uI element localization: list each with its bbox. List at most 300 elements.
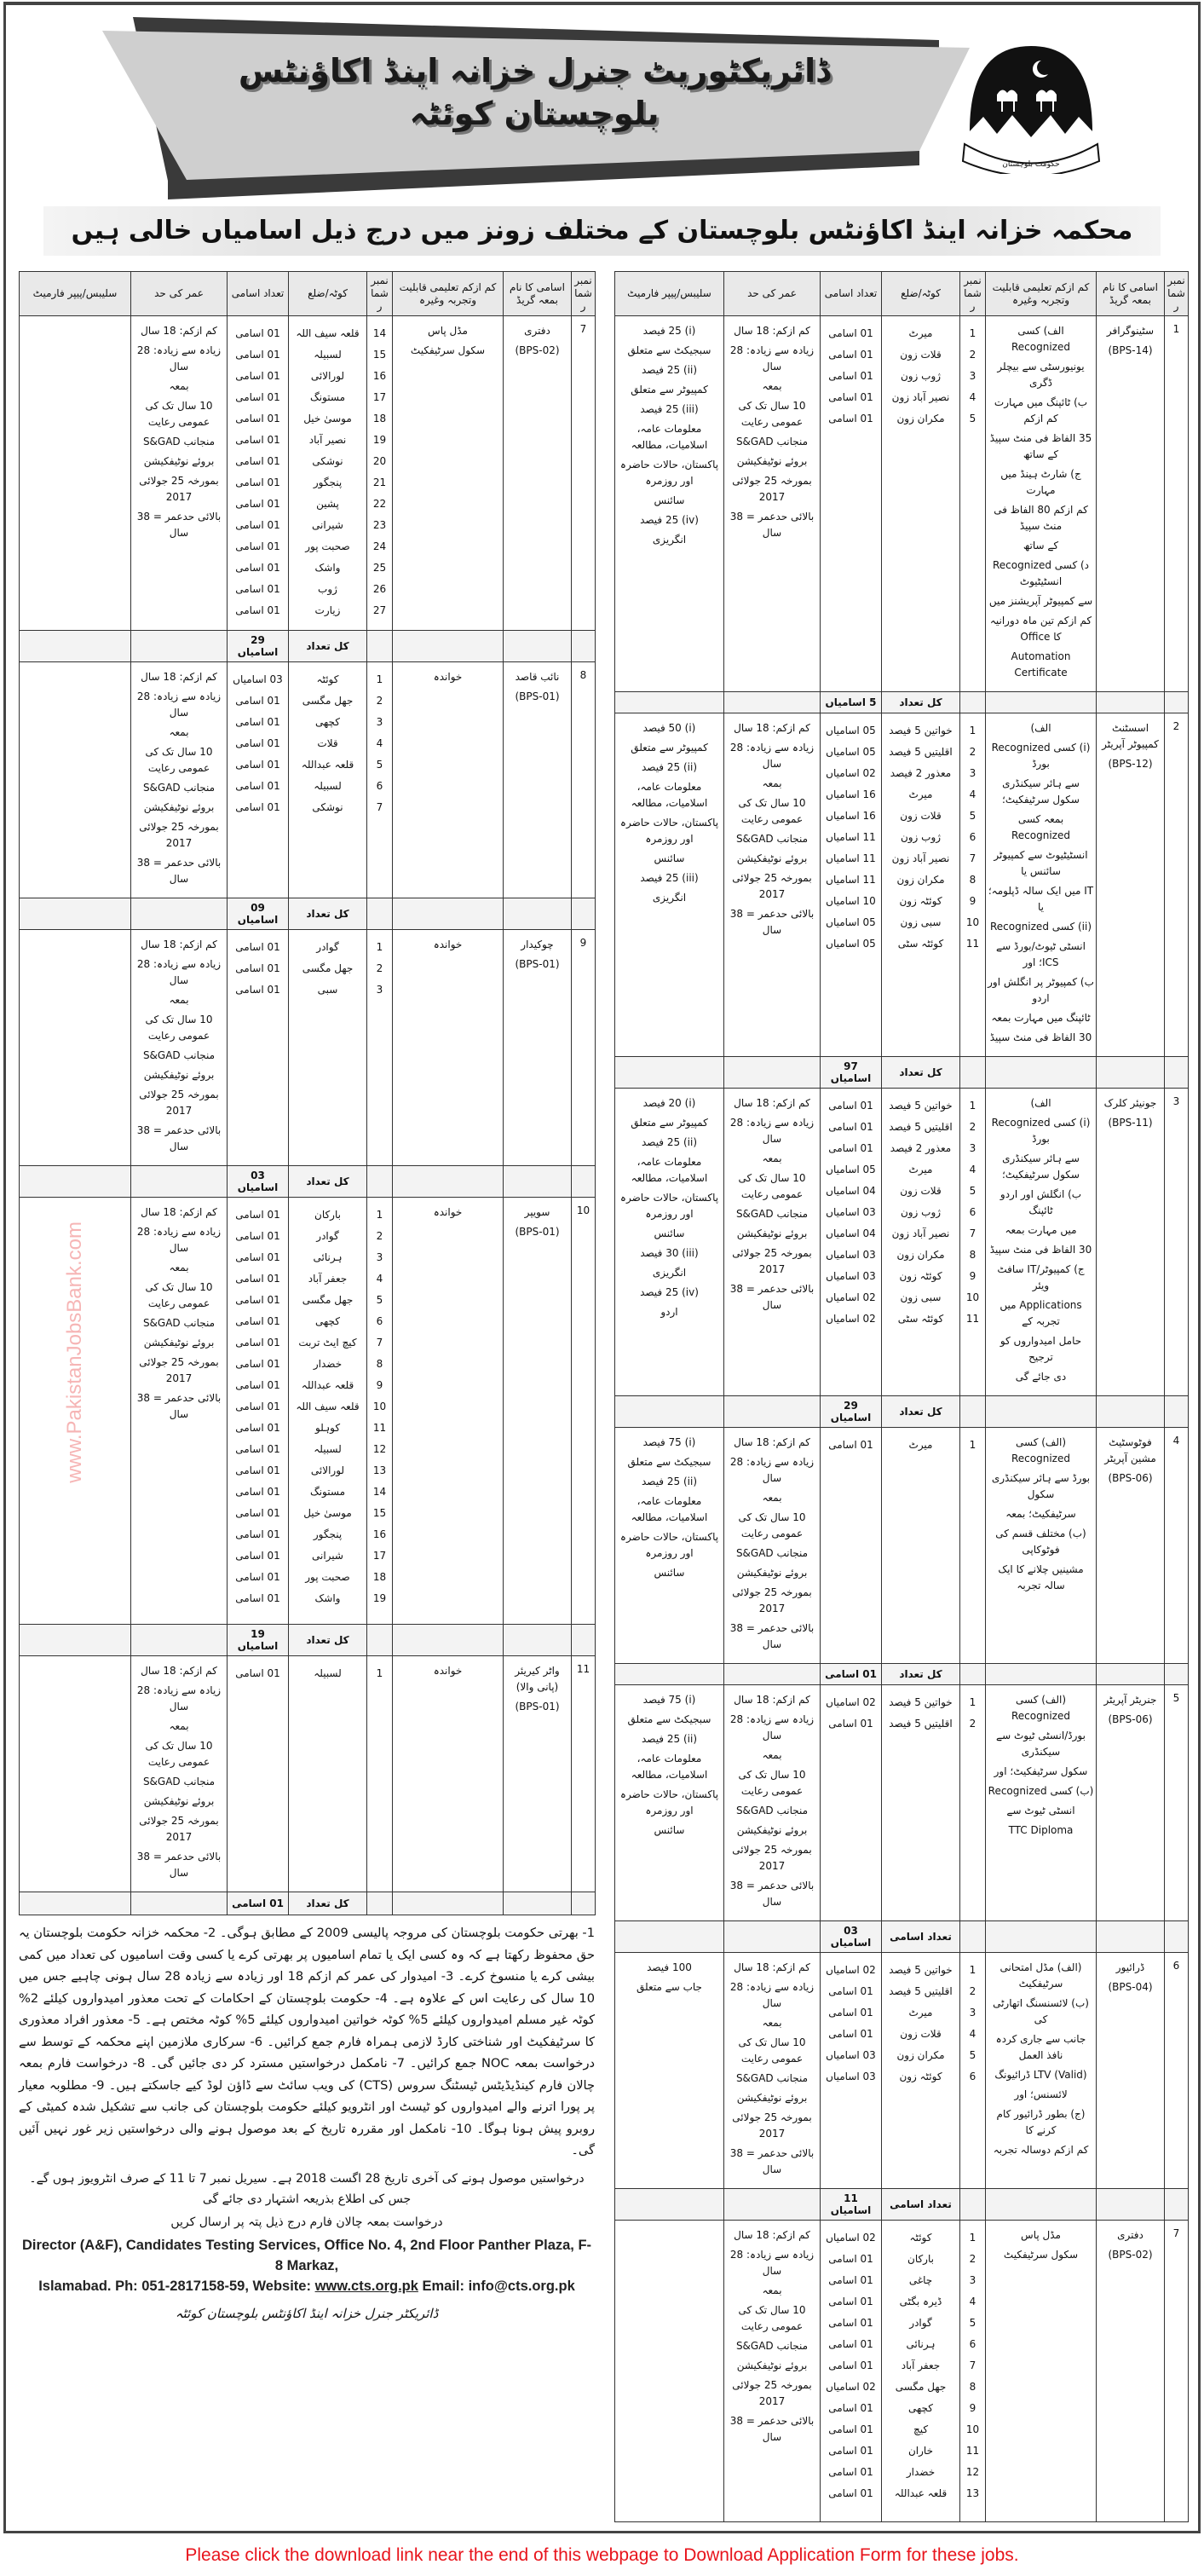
post-count: 01 اسامی (235, 1528, 280, 1540)
zone-name: پشین (316, 498, 339, 510)
zone-cell (289, 316, 367, 631)
total-row (20, 1166, 596, 1198)
age-limit-cell (724, 2221, 821, 2522)
total-label: کل تعداد (882, 1396, 960, 1428)
syllabus-line: کمپیوٹر سے متعلق (631, 1117, 708, 1129)
post-count: 01 اسامی (828, 2296, 873, 2307)
age-limit-line: منجانب S&GAD (735, 2340, 809, 2352)
zone-number: 7 (969, 2359, 976, 2371)
zone-number: 1 (969, 2232, 976, 2244)
age-limit-line: کم ازکم: 18 سال (734, 722, 810, 734)
zone-number: 7 (969, 1227, 976, 1239)
post-count: 01 اسامی (828, 2423, 873, 2435)
syllabus-cell (615, 1089, 724, 1396)
post-count: 01 اسامی (828, 2338, 873, 2350)
qualification-line: IT میں ایک سالہ ڈپلومہ؛ یا (988, 885, 1094, 913)
syllabus-line: کمپیوٹر سے متعلق (631, 742, 708, 754)
post-name: سویپر (524, 1206, 550, 1218)
zone-number: 1 (969, 1696, 976, 1708)
zone-name: سبی زون (900, 916, 942, 928)
post-count: 02 اسامیاں (826, 1696, 876, 1708)
empty-cell (615, 692, 724, 713)
qualification-line: (ii) کسی Recognized (989, 921, 1092, 933)
zone-number: 8 (969, 874, 976, 886)
post-grade: (BPS-01) (515, 1701, 560, 1713)
syllabus-line: (iii) 25 فیصد (640, 403, 699, 415)
age-limit-line: بالائی حدعمر = 38 سال (136, 1124, 222, 1152)
post-count: 01 اسامی (235, 1571, 280, 1583)
age-limit-line: بمورخہ 25 جولائی 2017 (139, 1089, 219, 1117)
post-grade: (BPS-02) (1108, 2249, 1153, 2261)
syllabus-line: سائنس (654, 494, 685, 506)
syllabus-cell (20, 930, 131, 1166)
zone-number: 5 (969, 413, 976, 425)
age-limit-line: بروئے نوٹیفکیشن (736, 1567, 808, 1579)
empty-cell (504, 898, 572, 930)
age-limit-cell (131, 1656, 228, 1892)
zone-name: مستونگ (309, 1486, 346, 1498)
post-count: 01 اسامی (235, 801, 280, 813)
zone-number-cell (960, 2221, 986, 2522)
age-limit-line: بروئے نوٹیفکیشن (736, 2092, 808, 2104)
zone-number: 19 (372, 434, 387, 446)
empty-cell (986, 1921, 1097, 1953)
zone-name: کوئٹہ زون (899, 895, 942, 907)
age-limit-line: بمعہ (762, 1492, 782, 1504)
post-count: 11 اسامیاں (826, 874, 876, 886)
column-header: تعداد اسامی (228, 272, 289, 316)
zone-cell (882, 713, 960, 1057)
zone-number: 8 (969, 1249, 976, 1261)
post-row (20, 1198, 596, 1625)
zone-cell (289, 662, 367, 898)
zone-name: کوئٹہ سٹی (897, 938, 944, 950)
zone-name: زیارت (314, 604, 341, 616)
age-limit-line: منجانب S&GAD (735, 1805, 809, 1816)
zone-name: پنجگور (313, 1528, 343, 1540)
post-count: 01 اسامی (235, 1251, 280, 1263)
post-count: 01 اسامی (828, 2402, 873, 2414)
syllabus-line: 100 فیصد (647, 1961, 692, 1973)
empty-cell (960, 692, 986, 713)
zone-number: 4 (969, 2296, 976, 2307)
zone-number: 4 (376, 737, 383, 749)
column-header: عمر کی حد (131, 272, 228, 316)
zone-number: 17 (372, 391, 387, 403)
empty-cell (367, 1625, 393, 1656)
post-count: 05 اسامیاں (826, 746, 876, 758)
age-limit-line: کم ازکم: 18 سال (734, 1097, 810, 1109)
column-header: تعداد اسامی (821, 272, 882, 316)
serial-number: 7 (1165, 2221, 1189, 2522)
post-name-cell (1097, 1089, 1165, 1396)
zone-number: 7 (376, 1337, 383, 1349)
serial-number: 6 (1165, 1953, 1189, 2189)
post-count: 01 اسامی (235, 941, 280, 953)
post-count: 05 اسامیاں (826, 916, 876, 928)
zone-number: 5 (969, 2049, 976, 2061)
age-limit-line: بمعہ (169, 380, 189, 392)
age-limit-line: بالائی حدعمر = 38 سال (136, 1392, 222, 1420)
zone-number: 15 (372, 349, 387, 361)
post-grade: (BPS-01) (515, 690, 560, 702)
age-limit-line: 10 سال تک کی عمومی رعایت (738, 400, 806, 428)
syllabus-line: (ii) 25 فیصد (641, 761, 698, 773)
age-limit-line: بروئے نوٹیفکیشن (143, 1337, 215, 1349)
syllabus-line: (ii) 25 فیصد (641, 1136, 698, 1148)
syllabus-line: سائنس (654, 852, 685, 864)
post-count: 01 اسامی (828, 2487, 873, 2499)
qualification-cell (986, 316, 1097, 692)
post-count: 01 اسامی (235, 1507, 280, 1519)
post-name: دفتری (524, 325, 550, 337)
zone-number: 4 (969, 2028, 976, 2040)
zone-name: کوئٹہ (909, 2232, 932, 2244)
post-count: 02 اسامیاں (826, 1313, 876, 1325)
qualification-cell (393, 1656, 504, 1892)
age-limit-line: کم ازکم: 18 سال (734, 2229, 810, 2241)
qualification-line: ب) انگلش اور اردو ٹائپنگ (999, 1188, 1082, 1216)
zone-name: میرٹ (908, 2007, 933, 2019)
post-row (615, 1089, 1189, 1396)
column-header: سلیبس/پیپر فارمیٹ (20, 272, 131, 316)
empty-cell (504, 631, 572, 662)
column-header: کم ازکم تعلیمی قابلیت وتجربہ وغیرہ (393, 272, 504, 316)
age-limit-line: منجانب S&GAD (735, 2072, 809, 2084)
page-title: ڈائریکٹوریٹ جنرل خزانہ اینڈ اکاؤنٹس بلوچستان کوئٹہ (238, 52, 831, 132)
age-limit-line: کم ازکم: 18 سال (141, 939, 217, 950)
zone-number: 3 (969, 2007, 976, 2019)
empty-cell (960, 1921, 986, 1953)
qualification-cell (986, 1953, 1097, 2189)
post-grade: (BPS-12) (1108, 758, 1153, 770)
post-row (615, 713, 1189, 1057)
zone-cell (882, 1953, 960, 2189)
zone-number: 1 (376, 673, 383, 685)
zone-name: کوئٹہ زون (899, 1270, 942, 1282)
zone-number: 5 (969, 1185, 976, 1197)
total-row (615, 1664, 1189, 1685)
syllabus-line: انگریزی (652, 892, 687, 904)
age-limit-cell (131, 1198, 228, 1625)
total-count: 01 اسامی (821, 1664, 882, 1685)
post-count: 01 اسامی (235, 962, 280, 974)
zone-name: مکران زون (896, 1249, 945, 1261)
age-limit-line: کم ازکم: 18 سال (141, 325, 217, 337)
qualification-line: د) کسی Recognized انسٹیٹیوٹ (992, 559, 1090, 587)
post-name: اسسٹنٹ کمپیوٹر آپریٹر (1102, 722, 1159, 750)
zone-number: 21 (372, 477, 387, 488)
zone-number: 3 (376, 1251, 383, 1263)
post-count: 01 اسامی (235, 984, 280, 996)
age-limit-line: زیادہ سے زیادہ: 28 سال (136, 1684, 222, 1713)
age-limit-line: بمعہ (762, 380, 782, 392)
post-name-cell (504, 1198, 572, 1625)
zone-name: کچھی (315, 1315, 340, 1327)
empty-cell (615, 2189, 724, 2221)
zone-name: نصیر آباد زون (891, 1227, 950, 1239)
zone-number: 2 (376, 695, 383, 707)
age-limit-line: کم ازکم: 18 سال (734, 1961, 810, 1973)
zone-number: 26 (372, 583, 387, 595)
qualification-line: میں مہارت بمعہ (1005, 1224, 1077, 1236)
syllabus-line: (i) 75 فیصد (642, 1694, 696, 1706)
total-label: کل تعداد (289, 1166, 367, 1198)
post-grade: (BPS-04) (1108, 1981, 1153, 1993)
post-count: 01 اسامی (235, 1422, 280, 1434)
age-limit-line: زیادہ سے زیادہ: 28 سال (729, 2249, 815, 2277)
qualification-line: سرٹیفکیٹ؛ بمعہ (1005, 1508, 1076, 1520)
zone-number: 11 (965, 1313, 980, 1325)
syllabus-line: (iii) 25 فیصد (640, 872, 699, 884)
column-header: کم ازکم تعلیمی قابلیت وتجربہ وغیرہ (986, 272, 1097, 316)
post-count: 01 اسامی (235, 562, 280, 574)
empty-cell (572, 631, 596, 662)
vacancy-table-right (614, 271, 1189, 2522)
post-count: 01 اسامی (235, 1550, 280, 1562)
zone-number: 5 (376, 1294, 383, 1306)
column-header: نمبرشمار (367, 272, 393, 316)
empty-cell (393, 631, 504, 662)
zone-number: 1 (969, 1100, 976, 1112)
empty-cell (1165, 1921, 1189, 1953)
deadline-text: درخواستیں موصول ہونے کی آخری تاریخ 28 اگست 2018 ہے۔ سیریل نمبر 7 تا 11 کے صرف انٹرویوز ہوں گے۔ جس کی اطلاع بذریعہ اشتہار دی جائے گی (29, 2171, 585, 2206)
age-limit-line: زیادہ سے زیادہ: 28 سال (729, 1713, 815, 1741)
post-row (615, 2221, 1189, 2522)
qualification-cell (986, 2221, 1097, 2522)
post-count: 03 اسامیاں (826, 2049, 876, 2061)
post-count: 01 اسامی (235, 1294, 280, 1306)
zone-number: 10 (965, 2423, 980, 2435)
balochistan-government-logo (953, 42, 1110, 174)
age-limit-line: زیادہ سے زیادہ: 28 سال (136, 1226, 222, 1254)
age-limit-line: 10 سال تک کی عمومی رعایت (738, 1511, 806, 1539)
age-limit-line: زیادہ سے زیادہ: 28 سال (729, 1981, 815, 2009)
zone-name: سبی زون (900, 1291, 942, 1303)
zone-number: 5 (376, 759, 383, 771)
total-row (615, 692, 1189, 713)
post-count: 01 اسامی (828, 370, 873, 382)
zone-number: 12 (372, 1443, 387, 1455)
zone-name: خضدار (313, 1358, 343, 1370)
issuer-signature: ڈائریکٹر جنرل خزانہ اینڈ اکاؤنٹس بلوچستان کوئٹہ (175, 2305, 439, 2321)
zone-name: اقلیتیں 5 فیصد (889, 1121, 953, 1133)
qualification-line: انسٹیٹیوٹ سے کمپیوٹر سائنس یا (994, 849, 1088, 877)
post-count: 16 اسامیاں (826, 788, 876, 800)
zone-name: میرٹ (908, 1164, 933, 1175)
total-count: 01 اسامی (228, 1892, 289, 1915)
age-limit-line: 10 سال تک کی عمومی رعایت (145, 1740, 213, 1768)
post-name: جنریٹر آپریٹر (1103, 1694, 1157, 1706)
zone-name: اقلیتیں 5 فیصد (889, 1985, 953, 1997)
empty-cell (20, 1892, 131, 1915)
empty-cell (724, 692, 821, 713)
age-limit-line: بالائی حدعمر = 38 سال (729, 908, 815, 936)
post-count: 01 اسامی (828, 1100, 873, 1112)
post-count: 01 اسامی (828, 1121, 873, 1133)
total-count: 29 اسامیاں (228, 631, 289, 662)
zone-name: نصیر آباد (308, 434, 347, 446)
zone-name: خاران (907, 2445, 933, 2457)
zone-number: 3 (969, 370, 976, 382)
table-header-row (615, 272, 1189, 316)
qualification-line: 35 الفاظ فی منٹ سپیڈ کے ساتھ (989, 432, 1092, 460)
post-count: 11 اسامیاں (826, 831, 876, 843)
empty-cell (131, 631, 228, 662)
post-count: 01 اسامی (828, 2028, 873, 2040)
empty-cell (504, 1625, 572, 1656)
syllabus-cell (615, 1428, 724, 1664)
zone-number: 4 (969, 391, 976, 403)
empty-cell (960, 1396, 986, 1428)
age-limit-line: منجانب S&GAD (735, 436, 809, 448)
zone-number: 2 (376, 1230, 383, 1242)
total-count: 03 اسامیاں (228, 1166, 289, 1198)
zone-name: نصیر آباد زون (891, 852, 950, 864)
zone-number: 1 (969, 725, 976, 736)
zone-name: خواتین 5 فیصد (889, 1100, 953, 1112)
age-limit-line: بمعہ (762, 2017, 782, 2029)
zone-name: قلات زون (900, 1185, 942, 1197)
post-name: جونیئر کلرک (1103, 1097, 1157, 1109)
empty-cell (367, 1892, 393, 1915)
age-limit-cell (724, 1428, 821, 1664)
qualification-line: خواندہ (433, 939, 463, 950)
qualification-line: خواندہ (433, 1206, 463, 1218)
zone-number: 10 (965, 916, 980, 928)
syllabus-cell (615, 713, 724, 1057)
post-count: 01 اسامی (235, 1315, 280, 1327)
post-name: چوکیدار (521, 939, 554, 950)
age-limit-line: 10 سال تک کی عمومی رعایت (738, 2036, 806, 2065)
zone-name: جھل مگسی (302, 1294, 354, 1306)
post-count-cell (228, 662, 289, 898)
total-label: کل تعداد (289, 898, 367, 930)
empty-cell (20, 631, 131, 662)
zone-number: 2 (969, 1718, 976, 1730)
zone-name: مکران زون (896, 874, 945, 886)
right-column (614, 271, 1188, 2522)
empty-cell (960, 1664, 986, 1685)
zone-number-cell (960, 713, 986, 1057)
empty-cell (393, 1166, 504, 1198)
column-header: عمر کی حد (724, 272, 821, 316)
zone-name: لسبیلہ (314, 349, 342, 361)
zone-number: 19 (372, 1592, 387, 1604)
zone-number: 6 (969, 831, 976, 843)
zone-number: 12 (965, 2466, 980, 2478)
empty-cell (724, 1057, 821, 1089)
age-limit-line: منجانب S&GAD (735, 1547, 809, 1559)
post-count: 01 اسامی (235, 737, 280, 749)
syllabus-line: (iv) 25 فیصد (640, 514, 699, 526)
zone-name: موسیٰ خیل (303, 1507, 352, 1519)
zone-number: 6 (969, 2338, 976, 2350)
zone-number: 9 (969, 2402, 976, 2414)
zone-number: 11 (965, 2445, 980, 2457)
post-count: 01 اسامی (235, 349, 280, 361)
zone-cell (289, 1198, 367, 1625)
zone-name: قلعہ عبداللہ (894, 2487, 948, 2499)
post-count: 01 اسامی (235, 434, 280, 446)
age-limit-line: منجانب S&GAD (735, 833, 809, 845)
zone-number: 17 (372, 1550, 387, 1562)
zone-number: 10 (965, 1291, 980, 1303)
zone-number-cell (960, 316, 986, 692)
post-grade: (BPS-06) (1108, 1472, 1153, 1484)
post-name-cell (1097, 1953, 1165, 2189)
zone-number: 4 (376, 1273, 383, 1285)
zone-number: 2 (969, 1985, 976, 1997)
syllabus-line: کمپیوٹر سے متعلق (631, 384, 708, 396)
empty-cell (1097, 1057, 1165, 1089)
zone-name: گوادر (316, 1230, 339, 1242)
post-count: 01 اسامی (235, 1230, 280, 1242)
total-count: 03 اسامیاں (821, 1921, 882, 1953)
zone-number-cell (367, 930, 393, 1166)
empty-cell (20, 898, 131, 930)
serial-number: 5 (1165, 1685, 1189, 1921)
age-limit-line: منجانب S&GAD (142, 782, 216, 794)
post-name: واٹر کیریئر (پانی والا) (515, 1665, 560, 1693)
website-link[interactable]: www.cts.org.pk (314, 2278, 418, 2294)
post-count: 01 اسامی (828, 2445, 873, 2457)
age-limit-line: بروئے نوٹیفکیشن (143, 1069, 215, 1081)
syllabus-line: معلومات عامہ، اسلامیات، مطالعہ (631, 1156, 708, 1184)
syllabus-line: (i) 25 فیصد (642, 325, 696, 337)
empty-cell (986, 1664, 1097, 1685)
scroll-ribbon (963, 144, 1099, 174)
zone-number: 6 (969, 1206, 976, 1218)
total-row (615, 1396, 1189, 1428)
qualification-line: کے ساتھ (1023, 540, 1059, 552)
post-count-cell (821, 1428, 882, 1664)
empty-cell (20, 1625, 131, 1656)
zone-number: 8 (376, 1358, 383, 1370)
qualification-line: دی جائے گی (1015, 1371, 1067, 1383)
zone-name: کیچ (913, 2423, 929, 2435)
age-limit-line: زیادہ سے زیادہ: 28 سال (136, 344, 222, 373)
empty-cell (615, 1396, 724, 1428)
zone-name: اقلیتیں 5 فیصد (889, 746, 953, 758)
syllabus-cell (20, 1198, 131, 1625)
empty-cell (1097, 692, 1165, 713)
column-header: کوٹہ/ضلع (882, 272, 960, 316)
age-limit-line: منجانب S&GAD (142, 1049, 216, 1061)
age-limit-line: منجانب S&GAD (142, 436, 216, 448)
syllabus-line: معلومات عامہ، اسلامیات، مطالعہ (631, 423, 708, 451)
syllabus-line: پاکستان، حالات حاضرہ اور روزمرہ (619, 1192, 719, 1220)
qualification-line: الف) کسی Recognized (1011, 325, 1070, 353)
age-limit-line: بالائی حدعمر = 38 سال (729, 1283, 815, 1311)
age-limit-line: بالائی حدعمر = 38 سال (729, 1622, 815, 1650)
qualification-line: خواندہ (433, 671, 463, 683)
empty-cell (367, 1166, 393, 1198)
age-limit-line: بروئے نوٹیفکیشن (143, 455, 215, 467)
syllabus-line: جاب سے متعلق (637, 1981, 702, 1993)
total-count: 97 اسامیاں (821, 1057, 882, 1089)
age-limit-line: 10 سال تک کی عمومی رعایت (145, 1281, 213, 1309)
qualification-line: مشینیں چلانے کا ایک سالہ تجربہ (998, 1563, 1084, 1591)
empty-cell (1165, 2189, 1189, 2221)
qualification-line: ب) ٹائپنگ میں مہارت کم ازکم (994, 396, 1088, 425)
zone-cell (289, 1656, 367, 1892)
zone-name: ہرنائی (313, 1251, 343, 1263)
zone-name: میرٹ (908, 1439, 933, 1451)
qualification-line: سے ہائر سیکنڈری سکول سرٹیفکیٹ؛ (1002, 777, 1080, 806)
post-count: 02 اسامیاں (826, 767, 876, 779)
age-limit-line: بمعہ (169, 1720, 189, 1732)
